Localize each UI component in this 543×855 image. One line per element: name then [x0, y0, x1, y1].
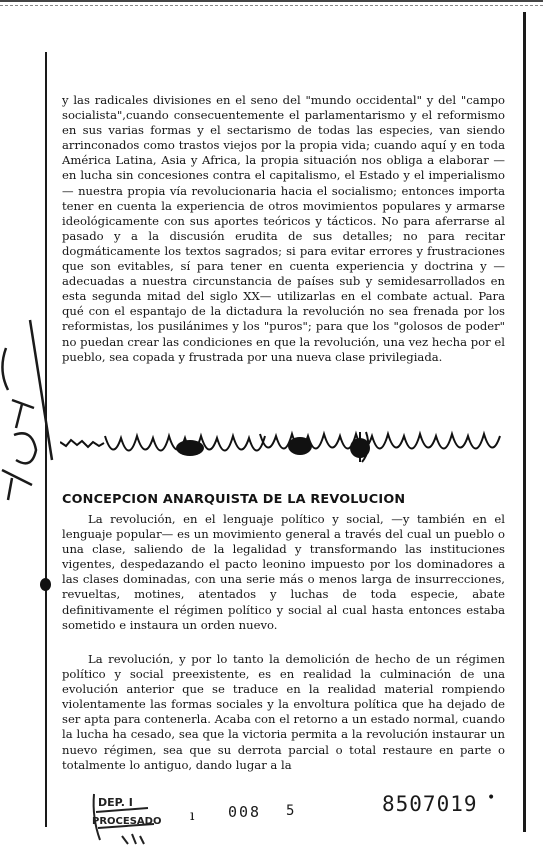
footer-stamp-number: 8507019: [382, 792, 478, 816]
svg-text:DEP. I: DEP. I: [98, 796, 133, 809]
paragraph-revolution-definition: La revolución, en el lenguaje político y social, —y también en el lenguaje popular— es un movimiento general a través del cual un pueblo o una clase, saliendo de la legalidad y transformando las instituciones vigentes, despedazando el pacto leonino impuesto por los dominadores a las clases dominadas, con una serie más o menos larga de insurrecciones, revueltas, motines, atentados y luchas de toda especie, abate definitivamente el régimen político y social al cual hasta entonces estaba sometido e instaura un orden nuevo.: [62, 512, 505, 632]
svg-text:PROCESADO: PROCESADO: [92, 816, 162, 827]
ink-blot: [40, 578, 51, 591]
page-top-edge-dashed: [0, 5, 543, 6]
intro-paragraph: y las radicales divisiones en el seno del "mundo occidental" y del "campo socialista",cuando consecuentemente el parlamentarismo y el reformismo en sus varias formas y el sectarismo de todas las especies, van siendo arrinconados como trastos viejos por la propia vida; cuando aquí y en toda América Latina, Asia y Africa, la propia situación nos obliga a elaborar —en lucha sin concesiones contra el capitalismo, el Estado y el imperialismo— nuestra propia vía revolucionaria hacia el socialismo; entonces importa tener en cuenta la experiencia de otros movimientos populares y armarse ideológicamente con sus aportes teóricos y tácticos. No para aferrarse al pasado y a la discusión erudita de sus detalles; no para recitar dogmáticamente los textos sagrados; si para evitar errores y frustraciones que son evitables, sí para tener en cuenta experiencia y doctrina y —adecuadas a nuestra circunstancia de países sub y semidesarrollados en esta segunda mitad del siglo XX— utilizarlas en el combate actual. Para qué con el espantajo de la dictadura la revolución no sea frenada por los reformistas, los pusilánimes y los "puros"; para que los "golosos de poder" no puedan crear las condiciones en que la revolución, una vez hecha por el pueblo, sea copada y frustrada por una nueva clase privilegiada.: [62, 93, 505, 364]
paragraph-revolution-culmination: La revolución, y por lo tanto la demolición de hecho de un régimen político y social preexistente, es en realidad la culminación de una evolución anterior que se traduce en la realidad material rompiendo violentamente las formas sociales y la envoltura política que ha dejado de ser apta para contenerla. Acaba con el retorno a un estado normal, cuando la lucha ha cesado, sea que la victoria permita a la revolución instaurar un nuevo régimen, sea que su derrota parcial o total restaure en parte o totalmente lo antiguo, dando lugar a la: [62, 652, 505, 772]
right-margin-line: [523, 12, 526, 832]
section-heading: CONCEPCION ANARQUISTA DE LA REVOLUCION: [62, 492, 406, 507]
footer-tick-mark: ı: [190, 808, 195, 824]
redaction-scribble: [60, 428, 520, 468]
left-stamp-mark: [0, 310, 62, 510]
footer-number-a: 008: [228, 803, 262, 821]
footer-number-b: 5: [286, 803, 295, 819]
processed-stamp: [88, 788, 168, 848]
footer-dot-mark: •: [487, 790, 496, 806]
